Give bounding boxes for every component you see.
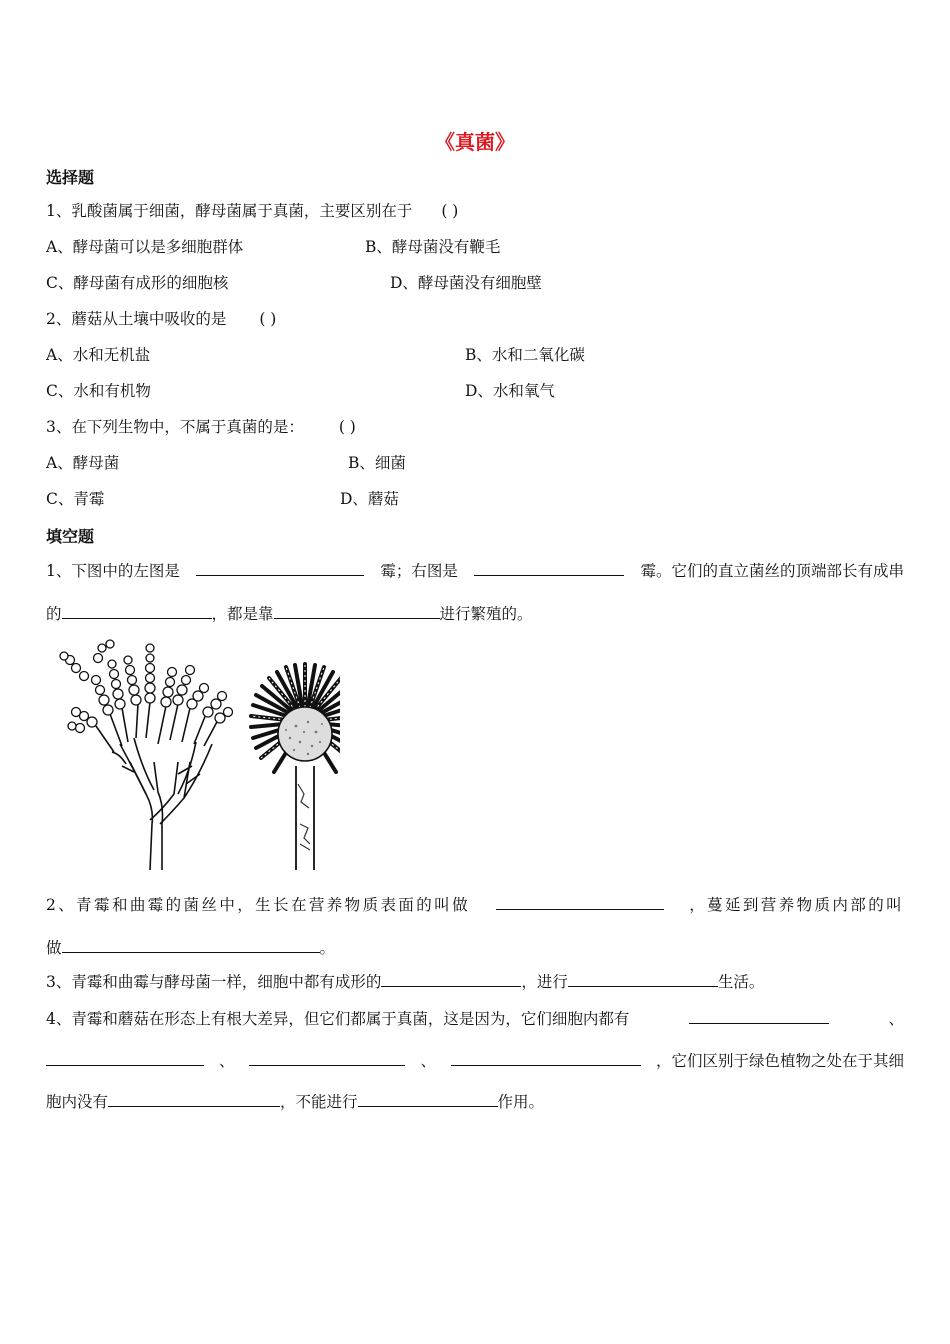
question-text: 2、蘑菇从土壤中吸收的是 — [46, 310, 227, 328]
answer-blank[interactable] — [249, 1050, 405, 1066]
question-text: ，不能进行 — [280, 1093, 358, 1111]
question-text: 3、在下列生物中，不属于真菌的是： — [46, 418, 304, 436]
choice-q1-option-c: C、酵母菌有成形的细胞核 — [46, 274, 229, 292]
choice-q2-option-a: A、水和无机盐 — [46, 346, 151, 364]
question-text: 1、下图中的左图是 — [46, 562, 180, 580]
answer-blank[interactable] — [46, 1050, 204, 1066]
answer-blank[interactable] — [474, 560, 624, 576]
answer-blank[interactable] — [689, 1008, 829, 1024]
choice-q3-option-b: B、细菌 — [348, 454, 406, 472]
answer-blank[interactable] — [451, 1050, 641, 1066]
section-heading-choice: 选择题 — [46, 168, 95, 187]
mold-figure — [50, 634, 340, 870]
question-text: 做 — [46, 939, 62, 957]
fill-q1-line1 — [46, 560, 904, 581]
fill-q1-line2 — [46, 603, 533, 624]
aspergillus-illustration — [251, 664, 340, 870]
answer-blank[interactable] — [496, 894, 664, 910]
question-text: 胞内没有 — [46, 1093, 109, 1111]
question-text: 霉；右图是 — [380, 562, 458, 580]
choice-q1-stem — [46, 201, 458, 221]
choice-q3-stem — [46, 417, 356, 437]
question-text: 4、青霉和蘑菇在形态上有根大差异，但它们都属于真菌，这是因为，它们细胞内都有 — [46, 1010, 630, 1028]
question-text: 生活。 — [717, 973, 765, 991]
answer-parentheses: ( ) — [259, 310, 277, 328]
answer-parentheses: ( ) — [338, 418, 356, 436]
question-text: ，都是靠 — [211, 605, 274, 623]
question-text: 1、乳酸菌属于细菌，酵母菌属于真菌，主要区别在于 — [46, 202, 413, 220]
choice-q3-option-a: A、酵母菌 — [46, 454, 120, 472]
question-text: 霉。它们的直立菌丝的顶端部长有成串 — [640, 562, 904, 580]
page-title: 《真菌》 — [435, 130, 515, 154]
choice-q2-option-d: D、水和氧气 — [465, 382, 555, 400]
fill-q2-line2 — [46, 937, 335, 958]
question-text: 的 — [46, 605, 62, 623]
choice-q1-option-b: B、酵母菌没有鞭毛 — [365, 238, 501, 256]
answer-blank[interactable] — [381, 971, 521, 987]
choice-q2-option-c: C、水和有机物 — [46, 382, 151, 400]
fill-q4-line2 — [46, 1050, 904, 1071]
question-text: 进行繁殖的。 — [439, 605, 533, 623]
answer-blank[interactable] — [568, 971, 718, 987]
question-text: 、 — [218, 1052, 235, 1070]
fill-q2-line1 — [46, 894, 904, 915]
answer-blank[interactable] — [358, 1091, 498, 1107]
fill-q4-line1 — [46, 1008, 904, 1029]
question-text: ，蔓延到营养物质内部的叫 — [689, 896, 904, 914]
question-text: 2、青霉和曲霉的菌丝中，生长在营养物质表面的叫做 — [46, 896, 470, 914]
choice-q1-option-a: A、酵母菌可以是多细胞群体 — [46, 238, 244, 256]
answer-blank[interactable] — [62, 937, 320, 953]
choice-q1-option-d: D、酵母菌没有细胞壁 — [390, 274, 542, 292]
answer-parentheses: ( ) — [441, 202, 459, 220]
question-text: 3、青霉和曲霉与酵母菌一样，细胞中都有成形的 — [46, 973, 382, 991]
section-heading-fill: 填空题 — [46, 527, 95, 546]
choice-q2-option-b: B、水和二氧化碳 — [465, 346, 585, 364]
answer-blank[interactable] — [274, 603, 440, 619]
choice-q3-option-d: D、蘑菇 — [340, 490, 399, 508]
question-text: 、 — [420, 1052, 436, 1070]
penicillium-illustration — [60, 640, 233, 870]
answer-blank[interactable] — [62, 603, 212, 619]
answer-blank[interactable] — [196, 560, 364, 576]
answer-blank[interactable] — [108, 1091, 280, 1107]
question-text: 。 — [319, 939, 336, 957]
fill-q3 — [46, 971, 764, 992]
question-text: ，它们区别于绿色植物之处在于其细 — [655, 1052, 904, 1070]
choice-q2-stem — [46, 309, 276, 329]
question-text: 作用。 — [497, 1093, 545, 1111]
fill-q4-line3 — [46, 1091, 544, 1112]
question-text: 、 — [888, 1010, 904, 1028]
choice-q3-option-c: C、青霉 — [46, 490, 105, 508]
question-text: ，进行 — [521, 973, 568, 991]
